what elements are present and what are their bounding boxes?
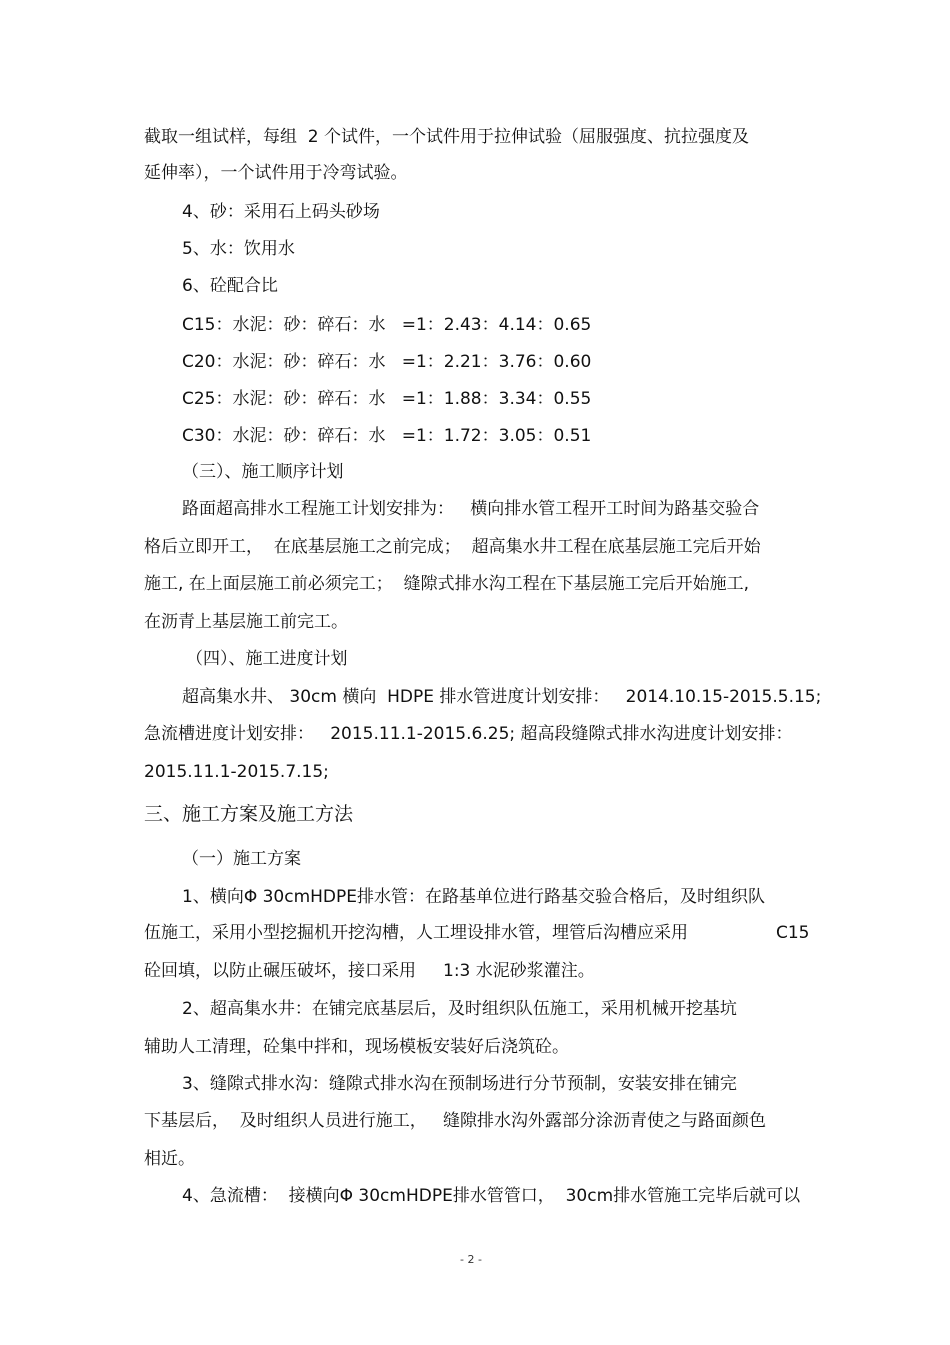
text-line: 施工, 在上面层施工前必须完工； 缝隙式排水沟工程在下基层施工完后开始施工, — [144, 574, 750, 594]
text-line: 急流槽进度计划安排： 2015.11.1-2015.6.25; 超高段缝隙式排水沟进度计划安排： — [144, 724, 793, 744]
text-line: 1、横向Φ 30cmHDPE排水管：在路基单位进行路基交验合格后，及时组织队 — [182, 887, 766, 907]
chapter-heading: 三、施工方案及施工方法 — [144, 803, 354, 825]
text-line: 2015.11.1-2015.7.15; — [144, 762, 329, 782]
section-heading: （三）、施工顺序计划 — [182, 462, 344, 482]
text-line: 6、砼配合比 — [182, 276, 278, 296]
text-line: 砼回填，以防止碾压破坏，接口采用 1:3 水泥砂浆灌注。 — [144, 961, 595, 981]
text-line: 4、砂：采用石上码头砂场 — [182, 202, 380, 222]
text-line: 5、水：饮用水 — [182, 239, 295, 259]
page-number: - 2 - — [460, 1253, 482, 1266]
text-line: 伍施工，采用小型挖掘机开挖沟槽，人工埋设排水管，埋管后沟槽应采用 — [144, 923, 688, 943]
text-line: 在沥青上基层施工前完工。 — [144, 612, 348, 632]
mix-ratio-c25: C25：水泥：砂：碎石：水 =1：1.88：3.34：0.55 — [182, 389, 592, 409]
text-line: 路面超高排水工程施工计划安排为： 横向排水管工程开工时间为路基交验合 — [182, 499, 760, 519]
text-line: 2、超高集水井：在铺完底基层后，及时组织队伍施工，采用机械开挖基坑 — [182, 999, 737, 1019]
section-heading: （一）施工方案 — [182, 849, 301, 869]
text-line: 3、缝隙式排水沟：缝隙式排水沟在预制场进行分节预制，安装安排在铺完 — [182, 1074, 737, 1094]
text-line: 相近。 — [144, 1149, 195, 1169]
text-line: 超高集水井、 30cm 横向 HDPE 排水管进度计划安排： 2014.10.15-2015.5.15; — [182, 687, 822, 707]
mix-ratio-c30: C30：水泥：砂：碎石：水 =1：1.72：3.05：0.51 — [182, 426, 592, 446]
text-line: 下基层后， 及时组织人员进行施工， 缝隙排水沟外露部分涂沥青使之与路面颜色 — [144, 1111, 767, 1131]
mix-ratio-c20: C20：水泥：砂：碎石：水 =1：2.21：3.76：0.60 — [182, 352, 592, 372]
text-line: C15 — [776, 923, 810, 943]
text-line: 辅助人工清理，砼集中拌和，现场模板安装好后浇筑砼。 — [144, 1037, 569, 1057]
text-line: 4、急流槽： 接横向Φ 30cmHDPE排水管管口， 30cm排水管施工完毕后就可以 — [182, 1186, 801, 1206]
text-line: 截取一组试样，每组 2 个试件，一个试件用于拉伸试验（屈服强度、抗拉强度及 — [144, 127, 750, 147]
section-heading: （四）、施工进度计划 — [186, 649, 348, 669]
mix-ratio-c15: C15：水泥：砂：碎石：水 =1：2.43：4.14：0.65 — [182, 315, 592, 335]
text-line: 延伸率），一个试件用于冷弯试验。 — [144, 163, 408, 183]
text-line: 格后立即开工， 在底基层施工之前完成； 超高集水井工程在底基层施工完后开始 — [144, 537, 761, 557]
